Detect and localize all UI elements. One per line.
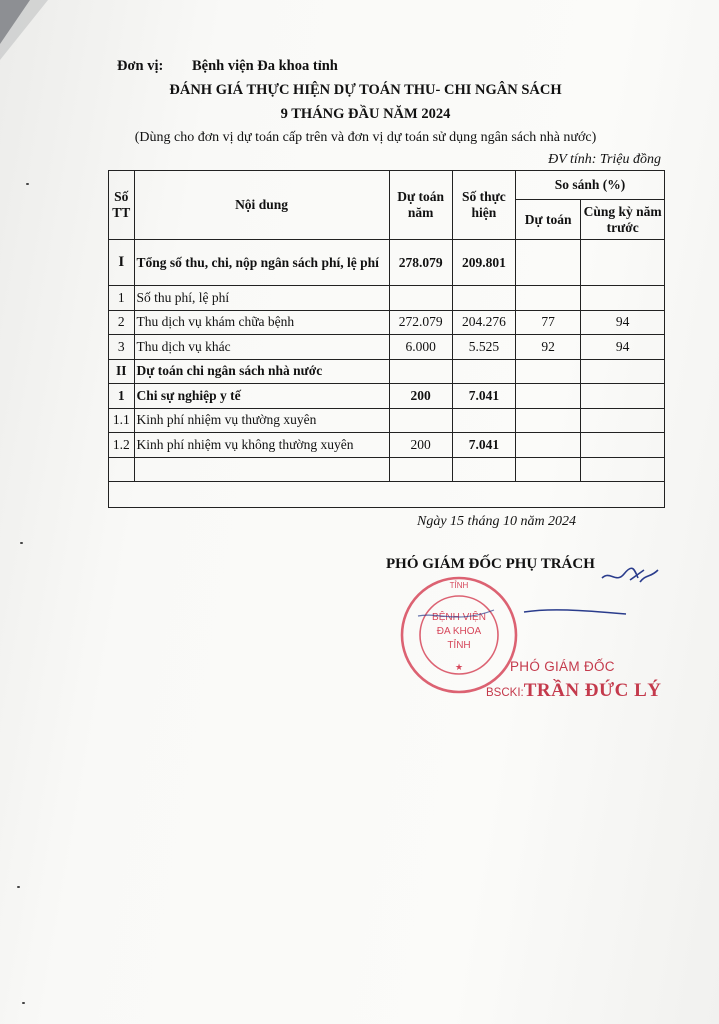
cell-stt: 3	[109, 335, 135, 360]
scan-speck	[20, 542, 23, 544]
cell-actual	[452, 408, 515, 433]
cell-pct-estimate	[516, 359, 581, 384]
cell-content: Dự toán chi ngân sách nhà nước	[134, 359, 389, 384]
signer-title: PHÓ GIÁM ĐỐC PHỤ TRÁCH	[386, 556, 595, 572]
cell-content: Thu dịch vụ khác	[134, 335, 389, 360]
signer-name: TRẦN ĐỨC LÝ	[523, 680, 662, 701]
table-row	[109, 335, 665, 360]
cell-estimate: 272.079	[389, 310, 452, 335]
header-content: Nội dung	[134, 171, 389, 240]
cell-content: Chi sự nghiệp y tế	[134, 384, 389, 409]
cell-empty	[109, 457, 135, 482]
cell-pct-estimate: 92	[516, 335, 581, 360]
cell-actual: 5.525	[452, 335, 515, 360]
header-actual: Số thực hiện	[452, 171, 515, 240]
cell-empty	[516, 457, 581, 482]
scan-speck	[22, 1002, 25, 1004]
table-row	[109, 384, 665, 409]
stamp-line2: ĐA KHOA	[436, 626, 482, 637]
table-row	[109, 433, 665, 458]
cell-empty	[109, 482, 665, 508]
signature-stroke-icon	[520, 598, 630, 628]
table-row	[109, 286, 665, 311]
cell-actual: 209.801	[452, 240, 515, 286]
header-stt: Số TT	[109, 171, 135, 240]
cell-pct-prev	[581, 433, 665, 458]
cell-estimate: 6.000	[389, 335, 452, 360]
cell-estimate	[389, 286, 452, 311]
table-row-empty	[109, 482, 665, 508]
cell-actual: 204.276	[452, 310, 515, 335]
cell-stt: 1	[109, 286, 135, 311]
table-row	[109, 359, 665, 384]
cell-estimate: 278.079	[389, 240, 452, 286]
cell-pct-estimate	[516, 286, 581, 311]
cell-pct-estimate	[516, 384, 581, 409]
cell-pct-prev	[581, 384, 665, 409]
header-estimate: Dự toán năm	[389, 171, 452, 240]
signature-flourish-icon	[600, 560, 660, 590]
unit-label: Đơn vị:	[117, 58, 164, 74]
stamp-top-text: TỈNH	[449, 581, 469, 590]
cell-content: Kinh phí nhiệm vụ thường xuyên	[134, 408, 389, 433]
cell-actual: 7.041	[452, 433, 515, 458]
cell-pct-estimate: 77	[516, 310, 581, 335]
cell-pct-prev	[581, 286, 665, 311]
unit-line	[117, 58, 338, 75]
stamp-line3: TỈNH	[447, 640, 471, 651]
header-compare: So sánh (%)	[516, 171, 665, 200]
report-subtitle: (Dùng cho đơn vị dự toán cấp trên và đơn vị dự toán sử dụng ngân sách nhà nước)	[134, 130, 597, 145]
official-seal-icon	[398, 574, 520, 696]
cell-pct-estimate	[516, 408, 581, 433]
cell-stt: 1.2	[109, 433, 135, 458]
stamp-line1: BỆNH VIỆN	[432, 612, 486, 623]
cell-actual	[452, 286, 515, 311]
signer-degree: BSCKI:	[486, 687, 524, 699]
cell-stt: 1	[109, 384, 135, 409]
cell-pct-estimate	[516, 240, 581, 286]
cell-stt: I	[109, 240, 135, 286]
header-compare-prev-year: Cùng kỳ năm trước	[581, 200, 665, 240]
cell-content: Kinh phí nhiệm vụ không thường xuyên	[134, 433, 389, 458]
header-compare-estimate: Dự toán	[516, 200, 581, 240]
cell-content: Tổng số thu, chi, nộp ngân sách phí, lệ phí	[134, 240, 389, 286]
signing-date: Ngày 15 tháng 10 năm 2024	[417, 514, 577, 529]
cell-estimate	[389, 359, 452, 384]
table-row	[109, 408, 665, 433]
budget-table	[108, 170, 665, 508]
cell-empty	[581, 457, 665, 482]
page-corner-fold	[0, 0, 30, 44]
cell-stt: II	[109, 359, 135, 384]
scan-speck	[17, 886, 20, 888]
cell-pct-prev	[581, 359, 665, 384]
cell-stt: 1.1	[109, 408, 135, 433]
signer-role: PHÓ GIÁM ĐỐC	[510, 659, 615, 674]
cell-empty	[389, 457, 452, 482]
cell-empty	[134, 457, 389, 482]
signer-name-line	[486, 680, 662, 702]
table-row	[109, 310, 665, 335]
cell-stt: 2	[109, 310, 135, 335]
cell-content: Số thu phí, lệ phí	[134, 286, 389, 311]
cell-actual	[452, 359, 515, 384]
cell-estimate	[389, 408, 452, 433]
cell-estimate: 200	[389, 433, 452, 458]
cell-estimate: 200	[389, 384, 452, 409]
cell-pct-prev: 94	[581, 335, 665, 360]
cell-pct-estimate	[516, 433, 581, 458]
cell-actual: 7.041	[452, 384, 515, 409]
table-row	[109, 240, 665, 286]
cell-pct-prev	[581, 408, 665, 433]
report-period: 9 THÁNG ĐẦU NĂM 2024	[280, 106, 451, 122]
unit-value: Bệnh viện Đa khoa tỉnh	[192, 58, 338, 74]
currency-unit-note: ĐV tính: Triệu đồng	[548, 152, 661, 167]
cell-content: Thu dịch vụ khám chữa bệnh	[134, 310, 389, 335]
cell-pct-prev: 94	[581, 310, 665, 335]
report-title: ĐÁNH GIÁ THỰC HIỆN DỰ TOÁN THU- CHI NGÂN SÁCH	[169, 82, 562, 98]
svg-text:★: ★	[454, 663, 464, 673]
scan-speck	[26, 183, 29, 185]
table-row-empty	[109, 457, 665, 482]
cell-pct-prev	[581, 240, 665, 286]
cell-empty	[452, 457, 515, 482]
table-header-row	[109, 171, 665, 200]
